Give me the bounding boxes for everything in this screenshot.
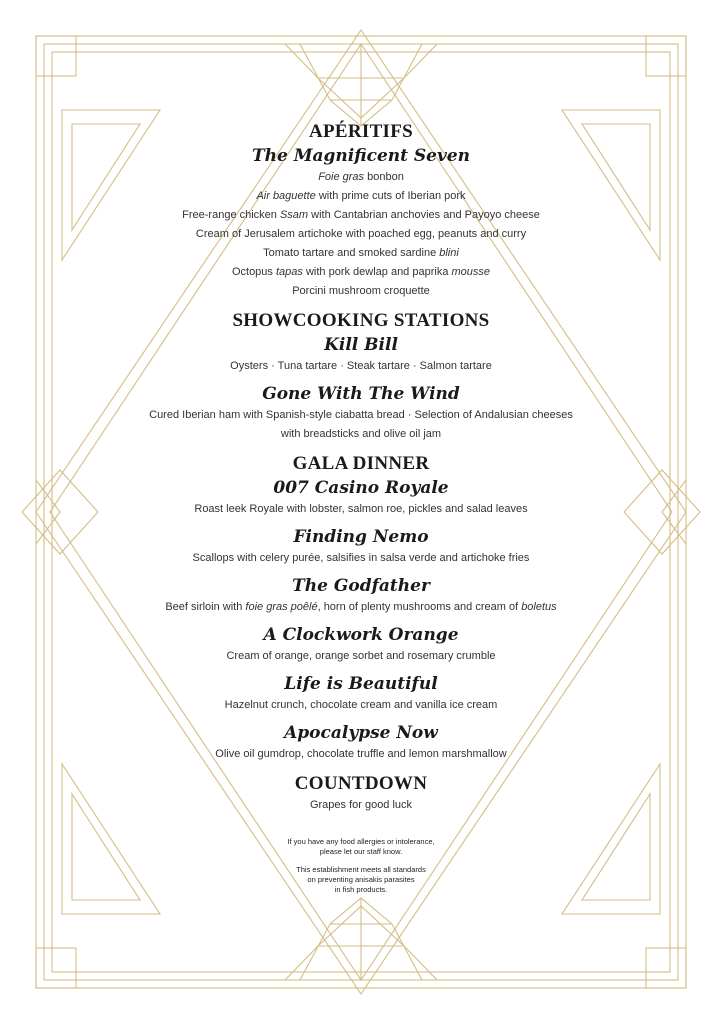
countdown-title: COUNTDOWN [294, 773, 428, 794]
text-segment: Tomato tartare and smoked sardine [263, 247, 440, 259]
dish-description [110, 598, 612, 617]
gala-section [110, 452, 612, 764]
dish [110, 568, 612, 617]
italic-term: Foie gras [318, 171, 365, 183]
dish-description [110, 225, 612, 244]
aperitif-items [110, 168, 612, 301]
italic-term: foie gras poêlé [245, 601, 318, 613]
dish-description [110, 206, 612, 225]
text-segment: with pork dewlap and paprika [302, 266, 452, 278]
dish-title: 007 Casino Royale [273, 478, 449, 498]
frame-border [36, 948, 76, 988]
text-segment: Free-range chicken [182, 209, 280, 221]
frame-border [646, 948, 686, 988]
showcooking-section [110, 309, 612, 444]
text-segment: Cream of Jerusalem artichoke with poached egg, peanuts and curry [195, 228, 527, 240]
countdown-line: Grapes for good luck [309, 799, 413, 811]
dish-description [110, 647, 612, 666]
dish [110, 376, 612, 444]
dish [110, 666, 612, 715]
dish-title: Life is Beautiful [284, 674, 438, 694]
gala-dishes [110, 476, 612, 764]
dish-title: The Magnificent Seven [251, 146, 471, 166]
dish-description [110, 745, 612, 764]
text-segment: , horn of plenty mushrooms and cream of [317, 601, 522, 613]
dish-description [110, 425, 612, 444]
menu-content [110, 120, 612, 895]
text-segment: Oysters · Tuna tartare · Steak tartare · Salmon tartare [230, 360, 492, 372]
dish-title: Kill Bill [324, 335, 398, 355]
text-segment: Roast leek Royale with lobster, salmon roe, pickles and salad leaves [194, 503, 528, 515]
dish [110, 333, 612, 376]
italic-term: boletus [521, 601, 557, 613]
dish [110, 617, 612, 666]
note-line: If you have any food allergies or intolerance, [287, 837, 435, 846]
dish-description [110, 187, 612, 206]
note-line: please let our staff know. [319, 847, 403, 856]
text-segment: Scallops with celery purée, salsifies in salsa verde and artichoke fries [192, 552, 530, 564]
text-segment: with breadsticks and olive oil jam [280, 428, 442, 440]
frame-ornament [662, 480, 686, 544]
note-line: This establishment meets all standards [296, 865, 426, 874]
italic-term: Air baguette [256, 190, 316, 202]
anisakis-note [110, 865, 612, 895]
text-segment: bonbon [364, 171, 404, 183]
dish-description [110, 406, 612, 425]
dish-description [110, 500, 612, 519]
aperitifs-title: APÉRITIFS [308, 121, 414, 142]
italic-term: tapas [275, 266, 303, 278]
dish-description [110, 549, 612, 568]
dish-title: A Clockwork Orange [263, 625, 459, 645]
dish-description [110, 263, 612, 282]
dish-title: Apocalypse Now [284, 723, 438, 743]
italic-term: Ssam [279, 209, 309, 221]
allergy-note [110, 837, 612, 857]
frame-border [646, 36, 686, 76]
countdown-section [110, 772, 612, 815]
frame-border [36, 36, 76, 76]
dish-description [110, 357, 612, 376]
gala-title: GALA DINNER [292, 453, 430, 474]
dish-description [110, 282, 612, 301]
text-segment: Cured Iberian ham with Spanish-style ciabatta bread · Selection of Andalusian cheeses [149, 409, 573, 421]
aperitifs-section [110, 120, 612, 301]
frame-ornament [36, 480, 60, 544]
dish-title: The Godfather [292, 576, 430, 596]
text-segment: Octopus [231, 266, 276, 278]
dish [110, 715, 612, 764]
text-segment: Hazelnut crunch, chocolate cream and vanilla ice cream [224, 699, 498, 711]
text-segment: with prime cuts of Iberian pork [315, 190, 466, 202]
note-line: on preventing anisakis parasites [307, 875, 415, 884]
dish-description [110, 696, 612, 715]
showcooking-dishes [110, 333, 612, 444]
text-segment: Cream of orange, orange sorbet and rosemary crumble [226, 650, 496, 662]
dish-description [110, 168, 612, 187]
dish-title: Finding Nemo [293, 527, 429, 547]
text-segment: Olive oil gumdrop, chocolate truffle and lemon marshmallow [215, 748, 507, 760]
dish-description [110, 244, 612, 263]
dish [110, 519, 612, 568]
text-segment: Porcini mushroom croquette [292, 285, 430, 297]
italic-term: blini [439, 247, 459, 259]
dish-title: Gone With The Wind [262, 384, 460, 404]
note-line: in fish products. [334, 885, 388, 894]
text-segment: Beef sirloin with [165, 601, 246, 613]
italic-term: mousse [451, 266, 491, 278]
text-segment: with Cantabrian anchovies and Payoyo cheese [308, 209, 540, 221]
showcooking-title: SHOWCOOKING STATIONS [232, 310, 490, 331]
dish [110, 476, 612, 519]
